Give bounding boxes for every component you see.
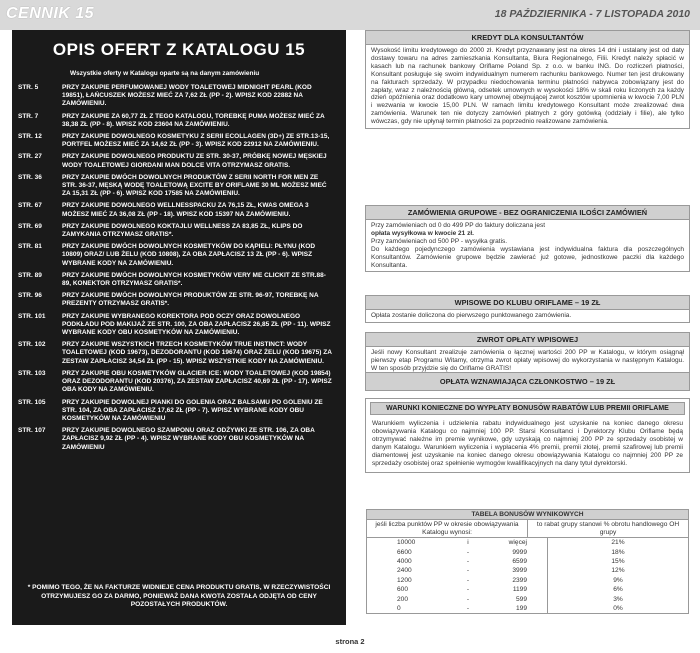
table-cell-pct: 18% bbox=[611, 548, 625, 556]
credit-box bbox=[365, 30, 690, 129]
offer-text: PRZY ZAKUPIE OBU KOSMETYKÓW GLACIER ICE: WODY TOALETOWEJ (KOD 19854) ORAZ DEZODORANTU (KOD 20376), ZA ZESTAW ZAPŁACISZ 40,69 ZŁ (PP - 17). WPISZ OBA KODY NA ZAMÓWIENIU. bbox=[62, 369, 332, 394]
offer-item bbox=[18, 370, 338, 395]
offer-item bbox=[18, 272, 338, 288]
table-row bbox=[367, 538, 688, 547]
offer-page: STR. 36 bbox=[18, 173, 42, 181]
offer-text: PRZY ZAKUPIE PERFUMOWANEJ WODY TOALETOWEJ MIDNIGHT PEARL (KOD 19851), ŁAŃCUSZEK MOŻESZ MIEĆ ZA 7,62 ZŁ (PP - 2). WPISZ KOD 22882 NA ZAMÓWIENIU. bbox=[62, 84, 312, 108]
table-cell-pct: 12% bbox=[611, 567, 625, 575]
table-cell-from: 0 bbox=[397, 604, 401, 612]
offer-text: PRZY ZAKUPIE DWÓCH DOWOLNYCH KOSMETYKÓW DO KĄPIELI: PŁYNU (KOD 10809) ORAZ/ LUB ŻELU (KOD 10808), ZA OBA ZAPŁACISZ 13 ZŁ (PP - 6). WPISZ WYBRANE KODY NA ZAMÓWIENIU. bbox=[62, 243, 316, 267]
offer-item bbox=[18, 292, 338, 308]
table-cell-to: więcej bbox=[481, 538, 548, 547]
offer-text: PRZY ZAKUPIE WYBRANEGO KOREKTORA POD OCZY ORAZ DOWOLNEGO PODKŁADU POD MAKIJAŻ ZE STR. 100, ZA OBA ZAPŁACISZ 26,85 ZŁ (PP - 11). WPISZ WYBRANE KODY OBU KOSMETYKÓW NA ZAMÓWIENIU. bbox=[62, 312, 331, 337]
table-cell-from: 200 bbox=[397, 595, 409, 603]
offer-item bbox=[18, 133, 338, 149]
offer-item bbox=[18, 202, 338, 218]
offers-heading: OPIS OFERT Z KATALOGU 15 bbox=[52, 40, 306, 59]
credit-body: Wysokość limitu kredytowego do 2000 zł. Kredyt przyznawany jest na okres 14 dni i ustalany jest od daty dostawy towaru na adres zamieszkania Konsultanta, Biura Regionalnego, Filii. Kredyt należy spłacić w kasach lub na rachunek bankowy Oriflame Poland Sp. z o.o. w banku ING. Do rozliczeń płatności, Konsultant posługuje się swoim indywidualnym numerem rachunku bankowego. Numer ten jest drukowany na fakturach sprzedaży. W przypadku niedochowania terminu płatności nabywca zobowiązany jest do zapłaty, wraz z należnością główną, odsetek umownych w wysokości 18% w skali roku liczonych za każdy dzień opóźnienia oraz dodatkowo kary umownej obejmującej zwrot kosztów upomnienia w kwocie 7,00 PLN i wezwania w kwocie 15,00 PLN. W ramach limitu kredytowego Konsultant może zrealizować dwa zamówienia. Warunek ten nie dotyczy zamówień płatnych z góry gotówką (oddziały i filie), ale tylko wówczas, gdy nie upłynął termin płatności za poprzednio realizowane zamówienia. bbox=[371, 47, 684, 126]
club-fee-title: WPISOWE DO KLUBU ORIFLAME – 19 ZŁ bbox=[366, 296, 689, 310]
offer-page: STR. 89 bbox=[18, 271, 42, 279]
table-cell-from: 6600 bbox=[397, 548, 412, 556]
offer-page: STR. 12 bbox=[18, 133, 42, 141]
offer-text: PRZY ZAKUPIE DOWOLNEGO KOSMETYKU Z SERII ECOLLAGEN (3D+) ZE STR.13-15, PORTFEL MOŻESZ MIEĆ ZA 14,62 ZŁ (PP - 3). WPISZ KOD 22912 NA ZAMÓWIENIU. bbox=[62, 133, 330, 149]
offers-footnote: * POMIMO TEGO, ŻE NA FAKTURZE WIDNIEJE CENA PRODUKTU GRATIS, W RZECZYWISTOŚCI OTRZYMUJESZ GO ZA DARMO, PONIEWAŻ DANA KWOTA ZOSTAŁA ODJĘTA OD CENY POZOSTAŁYCH PRODUKTÓW. bbox=[27, 584, 331, 609]
table-row bbox=[367, 557, 688, 566]
offer-item bbox=[18, 153, 338, 169]
table-cell-to: 2399 bbox=[481, 576, 548, 585]
table-row bbox=[367, 566, 688, 575]
table-cell-to: 6599 bbox=[481, 557, 548, 566]
offer-text: PRZY ZAKUPIE DOWOLNEJ PIANKI DO GOLENIA ORAZ BALSAMU PO GOLENIU ZE STR. 104, ZA OBA ZAPŁACISZ 17,62 ZŁ (PP - 7). WPISZ WYBRANE KODY OBU KOSMETYKÓW NA ZAMÓWIENIU bbox=[62, 398, 323, 422]
offer-text: PRZY ZAKUPIE WSZYSTKICH TRZECH KOSMETYKÓW TRUE INSTINCT: WODY TOALETOWEJ (KOD 19673), DEZODORANTU (KOD 19674) ORAZ ŻELU (KOD 19675) ZA ZESTAW ZAPŁACISZ 34,54 ZŁ (PP - 15). WPISZ WSZYSTKIE KODY NA ZAMÓWIENIU. bbox=[62, 341, 332, 365]
offer-item bbox=[18, 113, 338, 129]
table-row bbox=[367, 604, 688, 613]
group-orders-line2: opłata wysyłkowa w kwocie 21 zł. bbox=[371, 229, 474, 237]
table-row bbox=[367, 585, 688, 594]
table-cell-to: 199 bbox=[481, 604, 548, 613]
refund-body: Jeśli nowy Konsultant zrealizuje zamówienia o łącznej wartości 200 PP w Katalogu, w którym osiągnął pierwszy etap Programu Witamy, otrzyma zwrot opłaty wpisowej do wykorzystania w następnym Katalogu. W ten sposób przyjdzie się do Oriflame GRATIS! bbox=[371, 349, 684, 372]
offer-page: STR. 27 bbox=[18, 153, 42, 161]
refund-title: ZWROT OPŁATY WPISOWEJ bbox=[366, 333, 689, 347]
group-orders-box bbox=[365, 205, 690, 272]
table-row bbox=[367, 595, 688, 604]
offers-list bbox=[18, 84, 338, 456]
offer-page: STR. 5 bbox=[18, 84, 39, 91]
group-orders-line3: Przy zamówieniach od 500 PP - wysyłka gratis. bbox=[371, 237, 508, 245]
renewal-box bbox=[365, 372, 690, 391]
club-fee-body: Opłata zostanie doliczona do pierwszego punktowanego zamówienia. bbox=[371, 312, 572, 319]
offer-item bbox=[18, 84, 338, 109]
offer-text: PRZY ZAKUPIE DOWOLNEGO SZAMPONU ORAZ ODŻYWKI ZE STR. 106, ZA OBA ZAPŁACISZ 9,92 ZŁ (PP - 4). WPISZ WYBRANE KODY OBU KOSMETYKÓW NA ZAMÓWIENIU bbox=[62, 427, 315, 451]
catalog-title: CENNIK 15 bbox=[6, 5, 95, 22]
offer-page: STR. 101 bbox=[18, 312, 46, 320]
table-row bbox=[367, 548, 688, 557]
refund-box bbox=[365, 332, 690, 376]
catalog-dates: 18 PAŹDZIERNIKA - 7 LISTOPADA 2010 bbox=[494, 8, 690, 20]
table-cell-sep: - bbox=[466, 548, 470, 556]
group-orders-line1: Przy zamówieniach od 0 do 499 PP do faktury doliczana jest bbox=[371, 222, 546, 229]
offer-text: PRZY ZAKUPIE DOWOLNEGO PRODUKTU ZE STR. 30-37, PRÓBKĘ NOWEJ MĘSKIEJ WODY TOALETOWEJ GIORDANI MAN DOLCE VITA OTRZYMASZ GRATIS. bbox=[62, 153, 327, 169]
table-cell-pct: 15% bbox=[611, 557, 625, 565]
offer-page: STR. 96 bbox=[18, 292, 42, 300]
table-cell-sep: - bbox=[466, 576, 470, 584]
table-cell-to: 3999 bbox=[481, 566, 548, 575]
table-cell-sep: - bbox=[466, 604, 470, 612]
offer-text: PRZY ZAKUPIE DOWOLNEGO KOKTAJLU WELLNESS ZA 83,85 ZŁ, KLIPS DO ZAMYKANIA OTRZYMASZ GRATIS*. bbox=[62, 222, 303, 239]
bonus-table-title: TABELA BONUSÓW WYNIKOWYCH bbox=[367, 510, 688, 520]
offers-panel bbox=[12, 30, 346, 625]
offer-page: STR. 69 bbox=[18, 222, 42, 230]
offer-page: STR. 102 bbox=[18, 341, 46, 349]
renewal-title: OPŁATA WZNAWIAJĄCA CZŁONKOSTWO – 19 ZŁ bbox=[366, 373, 689, 390]
offer-text: PRZY ZAKUPIE DOWOLNEGO WELLNESSPACKU ZA 76,15 ZŁ, KWAS OMEGA 3 MOŻESZ MIEĆ ZA 36,08 ZŁ (PP - 18). WPISZ KOD 15397 NA ZAMÓWIENIU. bbox=[62, 202, 309, 218]
table-cell-pct: 21% bbox=[611, 539, 625, 547]
table-cell-from: 4000 bbox=[397, 557, 412, 565]
bonus-table-rows bbox=[367, 538, 688, 613]
table-cell-pct: 0% bbox=[613, 604, 623, 612]
table-cell-from: 1200 bbox=[397, 576, 412, 584]
offer-page: STR. 107 bbox=[18, 427, 46, 435]
table-cell-to: 9999 bbox=[481, 548, 548, 557]
table-cell-from: 600 bbox=[397, 586, 409, 594]
offer-text: PRZY ZAKUPIE ZA 60,77 ZŁ Z TEGO KATALOGU, TOREBKĘ PUMA MOŻESZ MIEĆ ZA 38,38 ZŁ (PP - 8). WPISZ KOD 23604 NA ZAMÓWIENIU. bbox=[62, 112, 325, 128]
offer-text: PRZY ZAKUPIE DWÓCH DOWOLNYCH PRODUKTÓW Z SERII NORTH FOR MEN ZE STR. 36-37, MĘSKĄ WODĘ TOALETOWĄ EXCITE BY ORIFLAME 30 ML MOŻESZ MIEĆ ZA 15,31 ZŁ (PP - 6). WPISZ KOD 17585 NA ZAMÓWIENIU. bbox=[62, 173, 327, 198]
offer-item bbox=[18, 174, 338, 199]
table-cell-from: 10000 bbox=[397, 539, 416, 547]
offer-item bbox=[18, 313, 338, 338]
group-orders-title: ZAMÓWIENIA GRUPOWE - BEZ OGRANICZENIA ILOŚCI ZAMÓWIEŃ bbox=[366, 206, 689, 220]
header-bar bbox=[0, 0, 700, 30]
bonus-conditions-body: Warunkiem wyliczenia i udzielenia rabatu indywidualnego jest uzyskanie na koniec danego okresu obowiązywania Katalogu co najmniej 100 PP. Starsi Konsultanci i Dyrektorzy Klubu Oriflame będą otrzymywać należne im premie wynikowe, gdy uzyskają co najmniej 200 PP ze sprzedaży osobistej w danym Katalogu. Warunkiem wyliczenia i wypłacenia 4% premii, premii złotej, premii szafirowej lub premii diamentowej jest uzyskanie na koniec danego okresu obowiązywania Katalogu co najmniej 200 PP ze sprzedaży osobistej oraz spełnienie wymogów kwalifikacyjnych na dany tytuł dyrektorski. bbox=[372, 420, 683, 467]
table-cell-pct: 3% bbox=[613, 595, 623, 603]
offers-intro: Wszystkie oferty w Katalogu oparte są na danym zamówieniu bbox=[70, 70, 260, 77]
offer-item bbox=[18, 427, 338, 452]
offer-page: STR. 67 bbox=[18, 202, 42, 210]
group-orders-line4: Do każdego pojedynczego zamówienia wystawiana jest indywidualna faktura dla poszczególnych Konsultantów. Zamówienie grupowe będzie zawierać już gotowe, jednostkowe paczki dla każdego Konsultanta. bbox=[371, 245, 684, 269]
table-cell-pct: 9% bbox=[613, 576, 623, 584]
offer-text: PRZY ZAKUPIE DWÓCH DOWOLNYCH PRODUKTÓW ZE STR. 96-97, TOREBKĘ NA PREZENTY OTRZYMASZ GRATIS*. bbox=[62, 292, 319, 308]
page-number: strona 2 bbox=[335, 637, 365, 646]
table-cell-sep: - bbox=[466, 595, 470, 603]
bonus-conditions-title: WARUNKI KONIECZNE DO WYPŁATY BONUSÓW RABATÓW LUB PREMII ORIFLAME bbox=[370, 402, 685, 415]
offer-text: PRZY ZAKUPIE DWÓCH DOWOLNYCH KOSMETYKÓW VERY ME CLICKIT ZE STR.88-89, KONEKTOR OTRZYMASZ GRATIS*. bbox=[62, 271, 326, 288]
offer-item bbox=[18, 399, 338, 424]
offer-item bbox=[18, 243, 338, 268]
bonus-conditions-box bbox=[365, 398, 690, 473]
credit-title: KREDYT DLA KONSULTANTÓW bbox=[366, 31, 689, 45]
bonus-table-col-points: jeśli liczba punktów PP w okresie obowiązywania Katalogu wynosi: bbox=[367, 520, 528, 537]
offer-page: STR. 105 bbox=[18, 398, 46, 406]
table-row bbox=[367, 576, 688, 585]
table-cell-pct: 6% bbox=[613, 586, 623, 594]
table-cell-to: 599 bbox=[481, 595, 548, 604]
offer-page: STR. 103 bbox=[18, 369, 46, 377]
bonus-table-col-rebate: to rabat grupy stanowi % obrotu handlowego OH grupy bbox=[536, 521, 680, 536]
table-cell-sep: - bbox=[466, 586, 470, 594]
offer-item bbox=[18, 223, 338, 239]
offer-page: STR. 81 bbox=[18, 243, 42, 251]
table-cell-to: 1199 bbox=[481, 585, 548, 594]
table-cell-sep: i bbox=[467, 539, 469, 547]
offer-page: STR. 7 bbox=[18, 112, 39, 120]
offer-item bbox=[18, 341, 338, 366]
table-cell-from: 2400 bbox=[397, 567, 412, 575]
table-cell-sep: - bbox=[466, 567, 470, 575]
table-cell-sep: - bbox=[466, 557, 470, 565]
bonus-table bbox=[366, 509, 689, 614]
club-fee-box bbox=[365, 295, 690, 323]
